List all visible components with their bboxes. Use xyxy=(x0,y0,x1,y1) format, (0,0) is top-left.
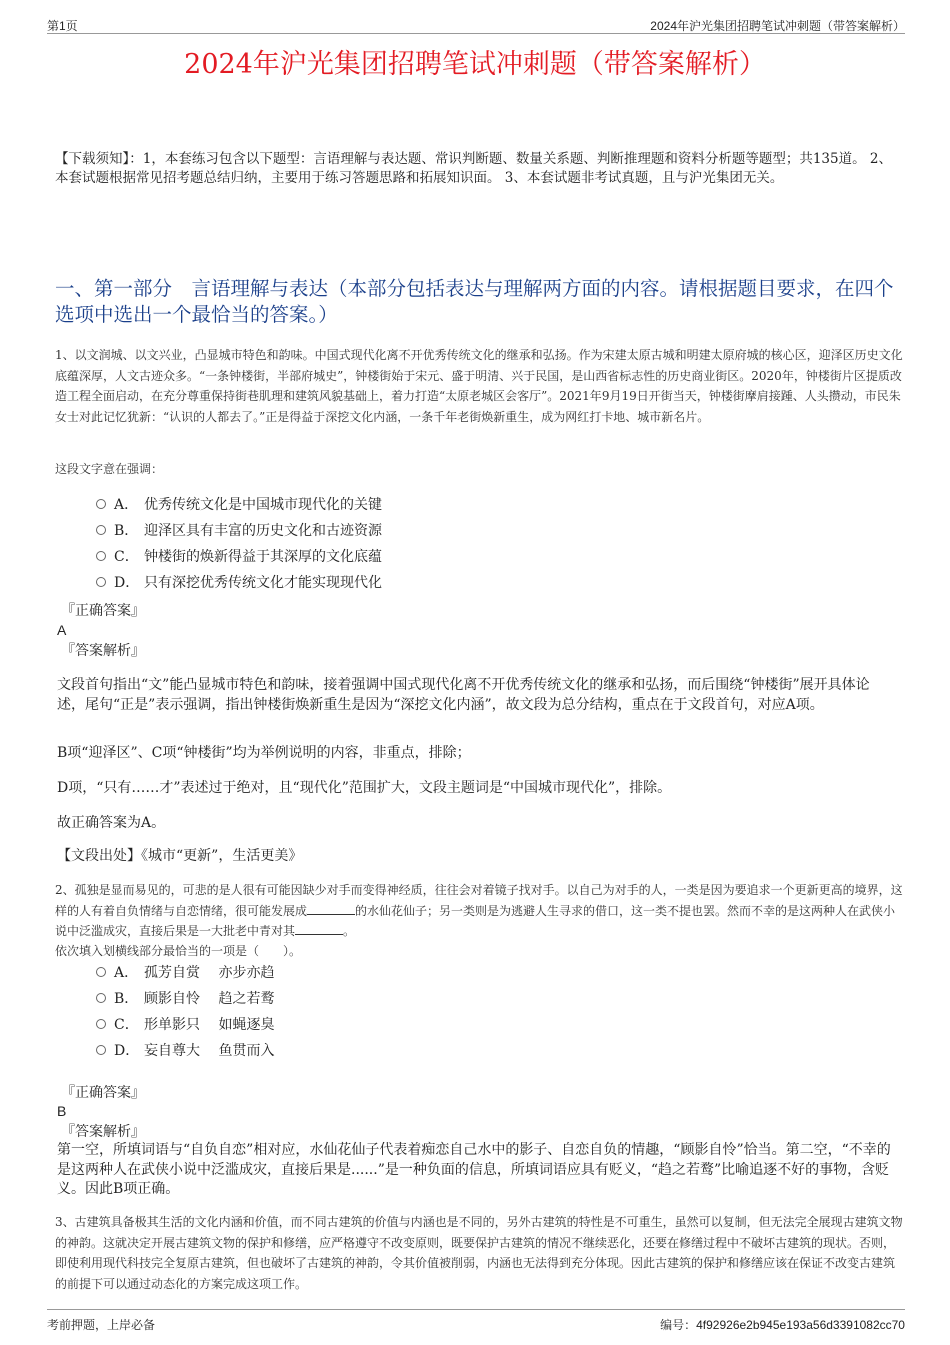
header-doc-title: 2024年沪光集团招聘笔试冲刺题（带答案解析） xyxy=(650,19,905,33)
q3-stem: 3、古建筑具备极其生活的文化内涵和价值，而不同古建筑的价值与内涵也是不同的，另外古建筑的特性是不可重生，虽然可以复制，但无法完全展现古建筑文物的神韵。这就决定开展古建筑文物的保护和修缮，应严格遵守不改变原则，既要保护古建筑的情况不继续恶化，还要在修缮过程中不破坏古建筑的现状。否则，即使利用现代科技完全复原古建筑，但也破坏了古建筑的神韵，令其价值被削弱，内涵也无法得到充分体现。因此古建筑的保护和修缮应该在保证不改变古建筑的前提下可以通过动态化的方案完成这项工作。 xyxy=(55,1215,903,1291)
q1-option-b[interactable]: B． 迎泽区具有丰富的历史文化和古迹资源 xyxy=(96,521,382,541)
q2-analysis-label: 『答案解析』 xyxy=(61,1124,145,1140)
q1-analysis-p3: D项，“只有……才”表述过于绝对，且“现代化”范围扩大，文段主题词是“中国城市现代化”，排除。 xyxy=(57,780,672,796)
q1-analysis-p4: 故正确答案为A。 xyxy=(57,815,166,831)
section-title: 一、第一部分 言语理解与表达（本部分包括表达与理解两方面的内容。请根据题目要求，在四个选项中选出一个最恰当的答案。） xyxy=(55,277,894,326)
radio-icon[interactable] xyxy=(96,577,106,587)
page-header xyxy=(47,14,905,34)
radio-icon[interactable] xyxy=(96,525,106,535)
radio-icon[interactable] xyxy=(96,499,106,509)
radio-icon[interactable] xyxy=(96,967,106,977)
q1-answer: A xyxy=(57,622,67,638)
q1-analysis-label: 『答案解析』 xyxy=(61,643,145,659)
page-footer xyxy=(47,1309,905,1333)
q1-option-c[interactable]: C． 钟楼街的焕新得益于其深厚的文化底蕴 xyxy=(96,547,382,567)
page-number: 第1页 xyxy=(47,19,78,33)
fill-blank-2 xyxy=(295,923,343,935)
q1-analysis-p2: B项“迎泽区”、C项“钟楼街”均为举例说明的内容，非重点，排除； xyxy=(57,745,471,761)
q1-stem: 1、以文润城、以文兴业，凸显城市特色和韵味。中国式现代化离不开优秀传统文化的继承和弘扬。作为宋建太原古城和明建太原府城的核心区，迎泽区历史文化底蕴深厚，人文古迹众多。“一条钟楼街，半部府城史”，钟楼街始于宋元、盛于明清、兴于民国，是山西省标志性的历史商业街区。2020年，钟楼街片区提质改造工程全面启动，在充分尊重保持街巷肌理和建筑风貌基础上，着力打造“太原老城区会客厅”。2021年9月19日开街当天，钟楼街摩肩接踵、人头攒动，市民朱女士对此记忆犹新：“认识的人都去了。”正是得益于深挖文化内涵，一条千年老街焕新重生，成为网红打卡地、城市新名片。 xyxy=(55,348,903,424)
radio-icon[interactable] xyxy=(96,993,106,1003)
q1-prompt: 这段文字意在强调： xyxy=(55,462,164,476)
q1-analysis-p1: 文段首句指出“文”能凸显城市特色和韵味，接着强调中国式现代化离不开优秀传统文化的继承和弘扬，而后围绕“钟楼街”展开具体论述，尾句“正是”表示强调，指出钟楼街焕新重生是因为“深挖文化内涵”，故文段为总分结构，重点在于文段首句，对应A项。 xyxy=(57,677,870,713)
q2-answer-label: 『正确答案』 xyxy=(61,1085,145,1101)
q2-option-a[interactable]: A． 孤芳自赏 亦步亦趋 xyxy=(96,963,274,983)
q2-option-c[interactable]: C． 形单影只 如蝇逐臭 xyxy=(96,1015,274,1035)
q2-stem: 2、孤独是显而易见的，可悲的是人很有可能因缺少对手而变得神经质，往往会对着镜子找对手。以自己为对手的人，一类是因为要追求一个更新更高的境界，这样的人有着自负情绪与自恋情绪，很可能发展成 的水仙花仙子；另一类则是为逃避人生寻求的借口，这一类不提也罢。然而不幸的是这两种人在武侠小说中泛滥成灾，直接后果是一大批老中青对其 。 xyxy=(55,883,903,938)
q2-analysis: 第一空，所填词语与“自负自恋”相对应，水仙花仙子代表着痴恋自己水中的影子、自恋自负的情趣，“顾影自怜”恰当。第二空，“不幸的是这两种人在武侠小说中泛滥成灾，直接后果是......”是一种负面的信息，所填词语应具有贬义，“趋之若鹜”比喻追逐不好的事物，含贬义。因此B项正确。 xyxy=(57,1142,891,1197)
download-notice: 【下载须知】：1，本套练习包含以下题型：言语理解与表达题、常识判断题、数量关系题、判断推理题和资料分析题等题型；共135道。 2、本套试题根据常见招考题总结归纳，主要用于练习答题思路和拓展知识面。 3、本套试题非考试真题，且与沪光集团无关。 xyxy=(55,151,892,186)
radio-icon[interactable] xyxy=(96,551,106,561)
fill-blank-1 xyxy=(307,903,355,915)
q2-option-b[interactable]: B． 顾影自怜 趋之若鹜 xyxy=(96,989,274,1009)
q1-answer-label: 『正确答案』 xyxy=(61,603,145,619)
q2-prompt: 依次填入划横线部分最恰当的一项是（ ）。 xyxy=(55,944,302,958)
q1-option-a[interactable]: A． 优秀传统文化是中国城市现代化的关键 xyxy=(96,495,382,515)
radio-icon[interactable] xyxy=(96,1019,106,1029)
q2-option-d[interactable]: D． 妄自尊大 鱼贯而入 xyxy=(96,1041,274,1061)
radio-icon[interactable] xyxy=(96,1045,106,1055)
q1-source: 【文段出处】《城市“更新”，生活更美》 xyxy=(57,848,303,864)
footer-slogan: 考前押题，上岸必备 xyxy=(47,1318,156,1332)
q1-option-d[interactable]: D． 只有深挖优秀传统文化才能实现现代化 xyxy=(96,573,382,593)
document-title: 2024年沪光集团招聘笔试冲刺题（带答案解析） xyxy=(184,49,766,80)
footer-doc-id: 编号：4f92926e2b945e193a56d3391082cc70 xyxy=(660,1318,905,1332)
q2-answer: B xyxy=(57,1103,67,1119)
